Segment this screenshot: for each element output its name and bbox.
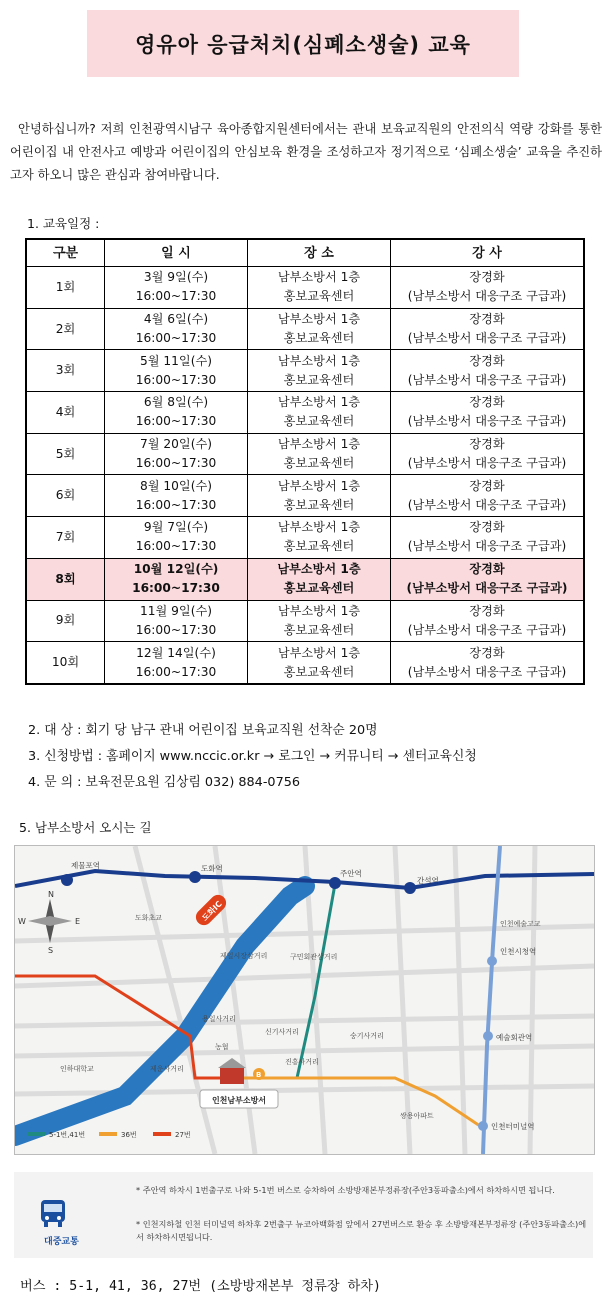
col-header-place: 장 소 bbox=[248, 239, 391, 267]
session-datetime: 7월 20일(수) 16:00~17:30 bbox=[105, 433, 248, 475]
transit-note-1: * 주안역 하차시 1번출구로 나와 5-1번 버스로 승차하여 소방방재본부정류장(주안3동파출소)에서 하차하시면 됩니다. bbox=[136, 1185, 555, 1195]
place-label: 도화초교 bbox=[135, 914, 163, 922]
session-datetime: 10월 12일(수) 16:00~17:30 bbox=[105, 558, 248, 600]
title-box bbox=[87, 10, 519, 77]
place-label: 농협 bbox=[215, 1043, 229, 1051]
place-label: 신기사거리 bbox=[265, 1028, 299, 1036]
place-label: 쌍용아파트 bbox=[400, 1112, 434, 1120]
session-datetime: 12월 14일(수) 16:00~17:30 bbox=[105, 642, 248, 684]
svg-text:5-1번,41번: 5-1번,41번 bbox=[49, 1131, 86, 1139]
station-label: 예술회관역 bbox=[496, 1033, 533, 1042]
apply-info bbox=[28, 745, 477, 764]
station-label: 인천터미널역 bbox=[491, 1122, 535, 1131]
table-row bbox=[26, 267, 584, 309]
session-datetime: 4월 6일(수) 16:00~17:30 bbox=[105, 308, 248, 350]
table-row bbox=[26, 642, 584, 684]
schedule-table bbox=[25, 238, 585, 685]
session-datetime: 11월 9일(수) 16:00~17:30 bbox=[105, 600, 248, 642]
destination-label: 인천남부소방서 bbox=[211, 1096, 267, 1105]
place-label: 인하대학교 bbox=[60, 1065, 94, 1073]
session-place: 남부소방서 1층 홍보교육센터 bbox=[248, 475, 391, 517]
transit-label: 대중교통 bbox=[44, 1237, 79, 1247]
station-label: 인천시청역 bbox=[500, 947, 537, 956]
page-title: 영유아 응급처치(심폐소생술) 교육 bbox=[135, 32, 471, 57]
place-label: 진흥사거리 bbox=[285, 1058, 319, 1066]
session-place: 남부소방서 1층 홍보교육센터 bbox=[248, 433, 391, 475]
bus-icon bbox=[38, 1198, 68, 1230]
bus-info: 버스 : 5-1, 41, 36, 27번 (소방방재본부 정류장 하차) bbox=[20, 1279, 381, 1294]
session-instructor: 장경화 (남부소방서 대응구조 구급과) bbox=[391, 392, 585, 434]
schedule-heading: 1. 교육일정 : bbox=[27, 216, 100, 231]
svg-text:N: N bbox=[48, 890, 54, 899]
session-place: 남부소방서 1층 홍보교육센터 bbox=[248, 392, 391, 434]
session-no: 3회 bbox=[26, 350, 105, 392]
session-datetime: 9월 7일(수) 16:00~17:30 bbox=[105, 517, 248, 559]
place-label: 인천예술고교 bbox=[500, 920, 541, 928]
directions-map bbox=[14, 845, 595, 1155]
session-no: 5회 bbox=[26, 433, 105, 475]
svg-text:36번: 36번 bbox=[121, 1131, 137, 1139]
table-row bbox=[26, 558, 584, 600]
directions-heading: 5. 남부소방서 오시는 길 bbox=[19, 820, 152, 835]
compass-icon bbox=[18, 890, 80, 955]
apply-text: 3. 신청방법 : 홈페이지 www.nccic.or.kr → 로그인 → 커뮤니티 → 센터교육신청 bbox=[28, 749, 477, 764]
table-row bbox=[26, 392, 584, 434]
session-place: 남부소방서 1층 홍보교육센터 bbox=[248, 517, 391, 559]
route-marker-label: B bbox=[256, 1071, 262, 1079]
session-no: 8회 bbox=[26, 558, 105, 600]
ic-label: 도화IC bbox=[200, 899, 224, 923]
transit-note-2: * 인천지하철 인천 터미널역 하차후 2번출구 뉴코아백화점 앞에서 27번버스로 환승 후 소방방재본부정류장 (주안3동파출소)에서 하차하시면됩니다. bbox=[136, 1219, 587, 1242]
table-row bbox=[26, 517, 584, 559]
session-no: 9회 bbox=[26, 600, 105, 642]
place-label: 제운사거리 bbox=[150, 1065, 184, 1073]
session-datetime: 8월 10일(수) 16:00~17:30 bbox=[105, 475, 248, 517]
place-label: 제일시장삼거리 bbox=[220, 952, 268, 960]
svg-text:27번: 27번 bbox=[175, 1131, 191, 1139]
session-no: 6회 bbox=[26, 475, 105, 517]
session-place: 남부소방서 1층 홍보교육센터 bbox=[248, 558, 391, 600]
session-no: 2회 bbox=[26, 308, 105, 350]
transit-info bbox=[14, 1172, 593, 1258]
session-no: 4회 bbox=[26, 392, 105, 434]
target-info: 2. 대 상 : 회기 당 남구 관내 어린이집 보육교직원 선착순 20명 bbox=[28, 723, 378, 738]
session-no: 10회 bbox=[26, 642, 105, 684]
table-row bbox=[26, 350, 584, 392]
intro-paragraph: 안녕하십니까? 저희 인천광역시남구 육아종합지원센터에서는 관내 보육교직원의 안전의식 역량 강화를 통한 어린이집 내 안전사고 예방과 어린이집의 안심보육 환경을 조성하고자 정기적으로 ‘심폐소생술’ 교육을 추진하고자 하오니 많은 관심과 참여바랍니다. bbox=[10, 122, 602, 182]
session-instructor: 장경화 (남부소방서 대응구조 구급과) bbox=[391, 475, 585, 517]
session-datetime: 5월 11일(수) 16:00~17:30 bbox=[105, 350, 248, 392]
session-place: 남부소방서 1층 홍보교육센터 bbox=[248, 267, 391, 309]
station-label: 주안역 bbox=[340, 869, 362, 878]
session-datetime: 3월 9일(수) 16:00~17:30 bbox=[105, 267, 248, 309]
col-header-date: 일 시 bbox=[105, 239, 248, 267]
svg-text:S: S bbox=[48, 946, 54, 955]
station-label: 도화역 bbox=[201, 864, 223, 873]
table-header-row bbox=[26, 239, 584, 267]
svg-text:W: W bbox=[18, 917, 26, 926]
place-label: 숭기사거리 bbox=[350, 1032, 384, 1040]
session-no: 7회 bbox=[26, 517, 105, 559]
map-legend bbox=[27, 1130, 191, 1139]
session-instructor: 장경화 (남부소방서 대응구조 구급과) bbox=[391, 600, 585, 642]
session-instructor: 장경화 (남부소방서 대응구조 구급과) bbox=[391, 308, 585, 350]
station-label: 간석역 bbox=[417, 876, 439, 885]
session-instructor: 장경화 (남부소방서 대응구조 구급과) bbox=[391, 517, 585, 559]
place-label: 용일사거리 bbox=[202, 1015, 236, 1023]
session-instructor: 장경화 (남부소방서 대응구조 구급과) bbox=[391, 433, 585, 475]
table-row bbox=[26, 308, 584, 350]
session-place: 남부소방서 1층 홍보교육센터 bbox=[248, 642, 391, 684]
place-label: 구민회관삼거리 bbox=[290, 953, 338, 961]
svg-text:E: E bbox=[75, 917, 81, 926]
session-datetime: 6월 8일(수) 16:00~17:30 bbox=[105, 392, 248, 434]
session-place: 남부소방서 1층 홍보교육센터 bbox=[248, 600, 391, 642]
session-place: 남부소방서 1층 홍보교육센터 bbox=[248, 350, 391, 392]
session-instructor: 장경화 (남부소방서 대응구조 구급과) bbox=[391, 267, 585, 309]
station-label: 제물포역 bbox=[71, 861, 100, 870]
session-instructor: 장경화 (남부소방서 대응구조 구급과) bbox=[391, 350, 585, 392]
session-no: 1회 bbox=[26, 267, 105, 309]
session-place: 남부소방서 1층 홍보교육센터 bbox=[248, 308, 391, 350]
col-header-no: 구분 bbox=[26, 239, 105, 267]
session-instructor: 장경화 (남부소방서 대응구조 구급과) bbox=[391, 558, 585, 600]
table-row bbox=[26, 600, 584, 642]
session-instructor: 장경화 (남부소방서 대응구조 구급과) bbox=[391, 642, 585, 684]
table-row bbox=[26, 433, 584, 475]
contact-info: 4. 문 의 : 보육전문요원 김상림 032) 884-0756 bbox=[28, 775, 301, 790]
col-header-instructor: 강 사 bbox=[391, 239, 585, 267]
table-row bbox=[26, 475, 584, 517]
